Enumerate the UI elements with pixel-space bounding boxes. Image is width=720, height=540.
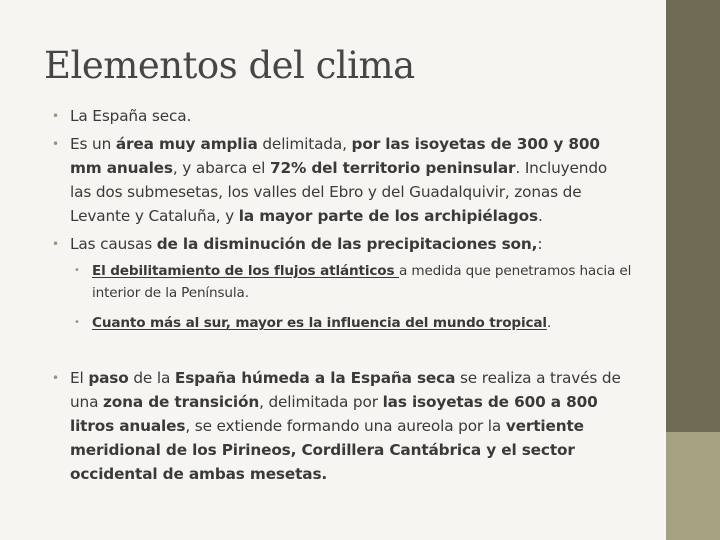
bold-text: 72% del territorio peninsular — [269, 159, 516, 177]
bullet-text: La España seca. — [70, 107, 192, 125]
spacer — [52, 342, 632, 366]
bullet-marker: • — [52, 109, 59, 123]
text-run: , se extiende formando una aureola por la — [185, 417, 506, 435]
bullet-area-description — [52, 132, 632, 228]
text-run: . Incluyendo las dos submesetas, los valles del Ebro y del Guadalquivir, zonas de Levante y Cataluña, y — [70, 159, 608, 225]
bold-text: de la disminución de las precipitaciones son, — [156, 235, 538, 253]
bold-text: por las isoyetas de 300 y 800 mm anuales — [70, 135, 600, 177]
sub-bullet-atlantic-flows — [52, 260, 632, 304]
text-run: se realiza a través de una — [70, 369, 621, 411]
sub-bullet-marker: • — [74, 265, 80, 276]
text-run: . — [546, 315, 552, 331]
bold-text: área muy amplia — [115, 135, 258, 153]
text-run: Es un — [70, 135, 116, 153]
bold-text: zona de transición — [103, 393, 260, 411]
bullet-marker: • — [52, 137, 59, 151]
bullet-causes — [52, 232, 632, 256]
text-run: de la — [128, 369, 175, 387]
slide-title: Elementos del clima — [44, 44, 415, 87]
slide-body — [52, 104, 632, 490]
text-run: delimitada, — [257, 135, 352, 153]
sub-bullet-marker: • — [74, 317, 80, 328]
decorative-side-bar-accent — [666, 432, 720, 540]
bold-text: vertiente meridional de los Pirineos, Cordillera Cantábrica y el sector occidental de ambas mesetas. — [70, 417, 584, 483]
bullet-transition-zone — [52, 366, 632, 486]
bold-text: las isoyetas de 600 a 800 litros anuales — [70, 393, 598, 435]
bold-text: la mayor parte de los archipiélagos — [238, 207, 538, 225]
underlined-bold-text: El debilitamiento de los flujos atlánticos — [92, 263, 399, 279]
bullet-espana-seca — [52, 104, 632, 128]
bold-text: España húmeda a la España seca — [174, 369, 456, 387]
bold-text: paso — [88, 369, 129, 387]
text-run: . — [537, 207, 543, 225]
text-run: : — [537, 235, 543, 253]
text-run: El — [70, 369, 89, 387]
bullet-marker: • — [52, 371, 59, 385]
text-run: Las causas — [70, 235, 157, 253]
text-run: , y abarca el — [172, 159, 270, 177]
sub-bullet-tropical-influence — [52, 312, 632, 334]
underlined-bold-text: Cuanto más al sur, mayor es la influencia del mundo tropical — [92, 315, 547, 331]
decorative-side-bar — [666, 0, 720, 432]
bullet-marker: • — [52, 237, 59, 251]
text-run: , delimitada por — [259, 393, 383, 411]
text-run: a medida que penetramos hacia el interior de la Península. — [92, 263, 632, 301]
